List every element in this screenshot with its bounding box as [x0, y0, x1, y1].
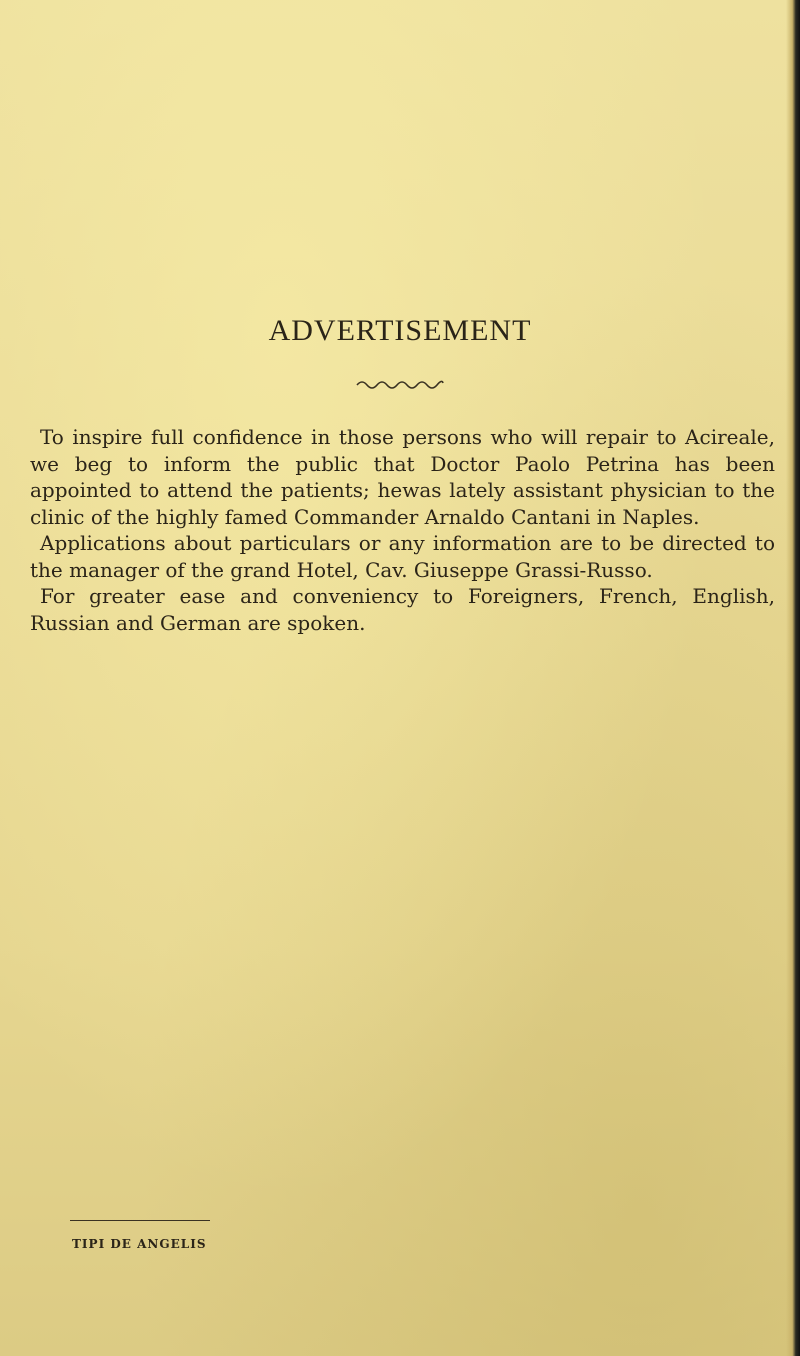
- paragraph-confidence: To inspire full confidence in those persons who will repair to Acireale, we beg to inform the public that Doctor Paolo Petrina has been appointed to attend the patients; hewas lately assistant physician to the clinic of the highly famed Commander Arnaldo Cantani in Naples.: [30, 425, 775, 529]
- advertisement-body: [30, 424, 775, 636]
- paragraph-applications: Applications about particulars or any information are to be directed to the manager of the grand Hotel, Cav. Giuseppe Grassi-Russo.: [30, 531, 775, 582]
- paragraph-languages: For greater ease and conveniency to Foreigners, French, English, Russian and German are spoken.: [30, 584, 775, 635]
- wave-ornament-icon: [355, 378, 445, 392]
- printer-imprint: TIPI DE ANGELIS: [72, 1237, 207, 1251]
- advertisement-heading: ADVERTISEMENT: [268, 314, 532, 347]
- page-edge-shadow: [786, 0, 800, 1356]
- imprint-rule: [70, 1220, 210, 1221]
